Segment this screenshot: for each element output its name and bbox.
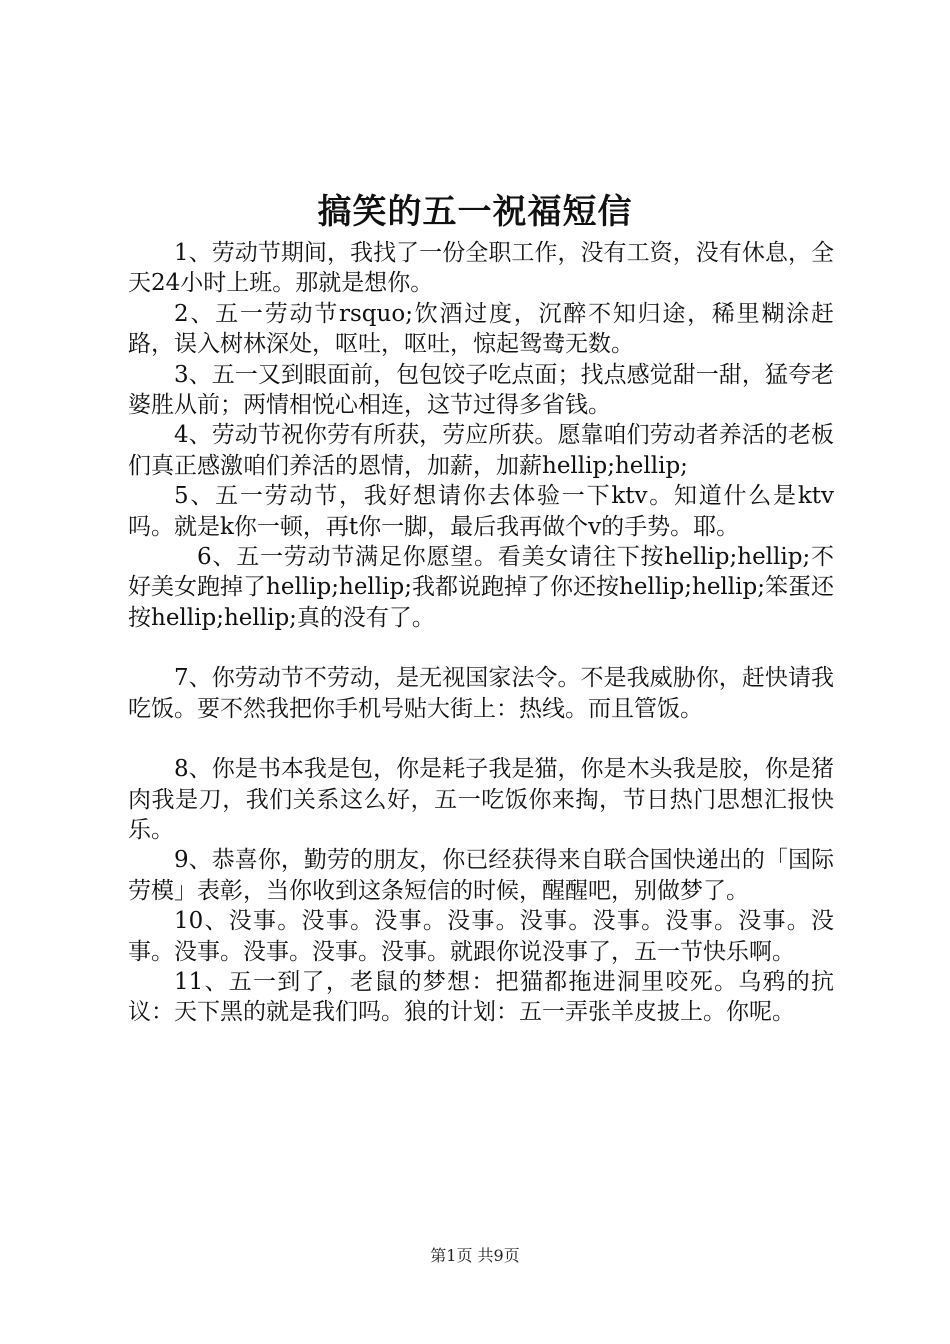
paragraph-3: 3、五一又到眼面前，包包饺子吃点面；找点感觉甜一甜，猛夸老婆胜从前；两情相悦心相连，这节过得多省钱。 [128,361,834,419]
paragraph-6: 6、五一劳动节满足你愿望。看美女请往下按hellip;hellip;不好美女跑掉了hellip;hellip;我都说跑掉了你还按hellip;hellip;笨蛋还按hellip;hellip;真的没有了。 [128,544,834,631]
page-footer: 第1页 共9页 [430,1246,520,1265]
paragraph-8: 8、你是书本我是包，你是耗子我是猫，你是木头我是胶，你是猪肉我是刀，我们关系这么好，五一吃饭你来掏，节日热门思想汇报快乐。 [128,756,834,843]
paragraph-7: 7、你劳动节不劳动，是无视国家法令。不是我威胁你，赶快请我吃饭。要不然我把你手机号贴大街上：热线。而且管饭。 [128,665,834,722]
document-title: 搞笑的五一祝福短信 [317,192,633,232]
paragraph-2: 2、五一劳动节rsquo;饮酒过度，沉醉不知归途，稀里糊涂赶路，误入树林深处，呕吐，呕吐，惊起鸳鸯无数。 [128,300,834,358]
paragraph-5: 5、五一劳动节，我好想请你去体验一下ktv。知道什么是ktv吗。就是k你一顿，再t你一脚，最后我再做个v的手势。耶。 [128,483,834,540]
document-body [128,238,834,1028]
paragraph-10: 10、没事。没事。没事。没事。没事。没事。没事。没事。没事。没事。没事。没事。没事。就跟你说没事了，五一节快乐啊。 [128,908,834,965]
paragraph-1: 1、劳动节期间，我找了一份全职工作，没有工资，没有休息，全天24小时上班。那就是想你。 [128,240,834,297]
paragraph-4: 4、劳动节祝你劳有所获，劳应所获。愿靠咱们劳动者养活的老板们真正感激咱们养活的恩情，加薪，加薪hellip;hellip; [128,422,834,479]
paragraph-11: 11、五一到了，老鼠的梦想：把猫都拖进洞里咬死。乌鸦的抗议：天下黑的就是我们吗。狼的计划：五一弄张羊皮披上。你呢。 [128,968,834,1026]
paragraph-9: 9、恭喜你，勤劳的朋友，你已经获得来自联合国快递出的「国际劳模」表彰，当你收到这条短信的时候，醒醒吧，别做梦了。 [128,847,834,904]
